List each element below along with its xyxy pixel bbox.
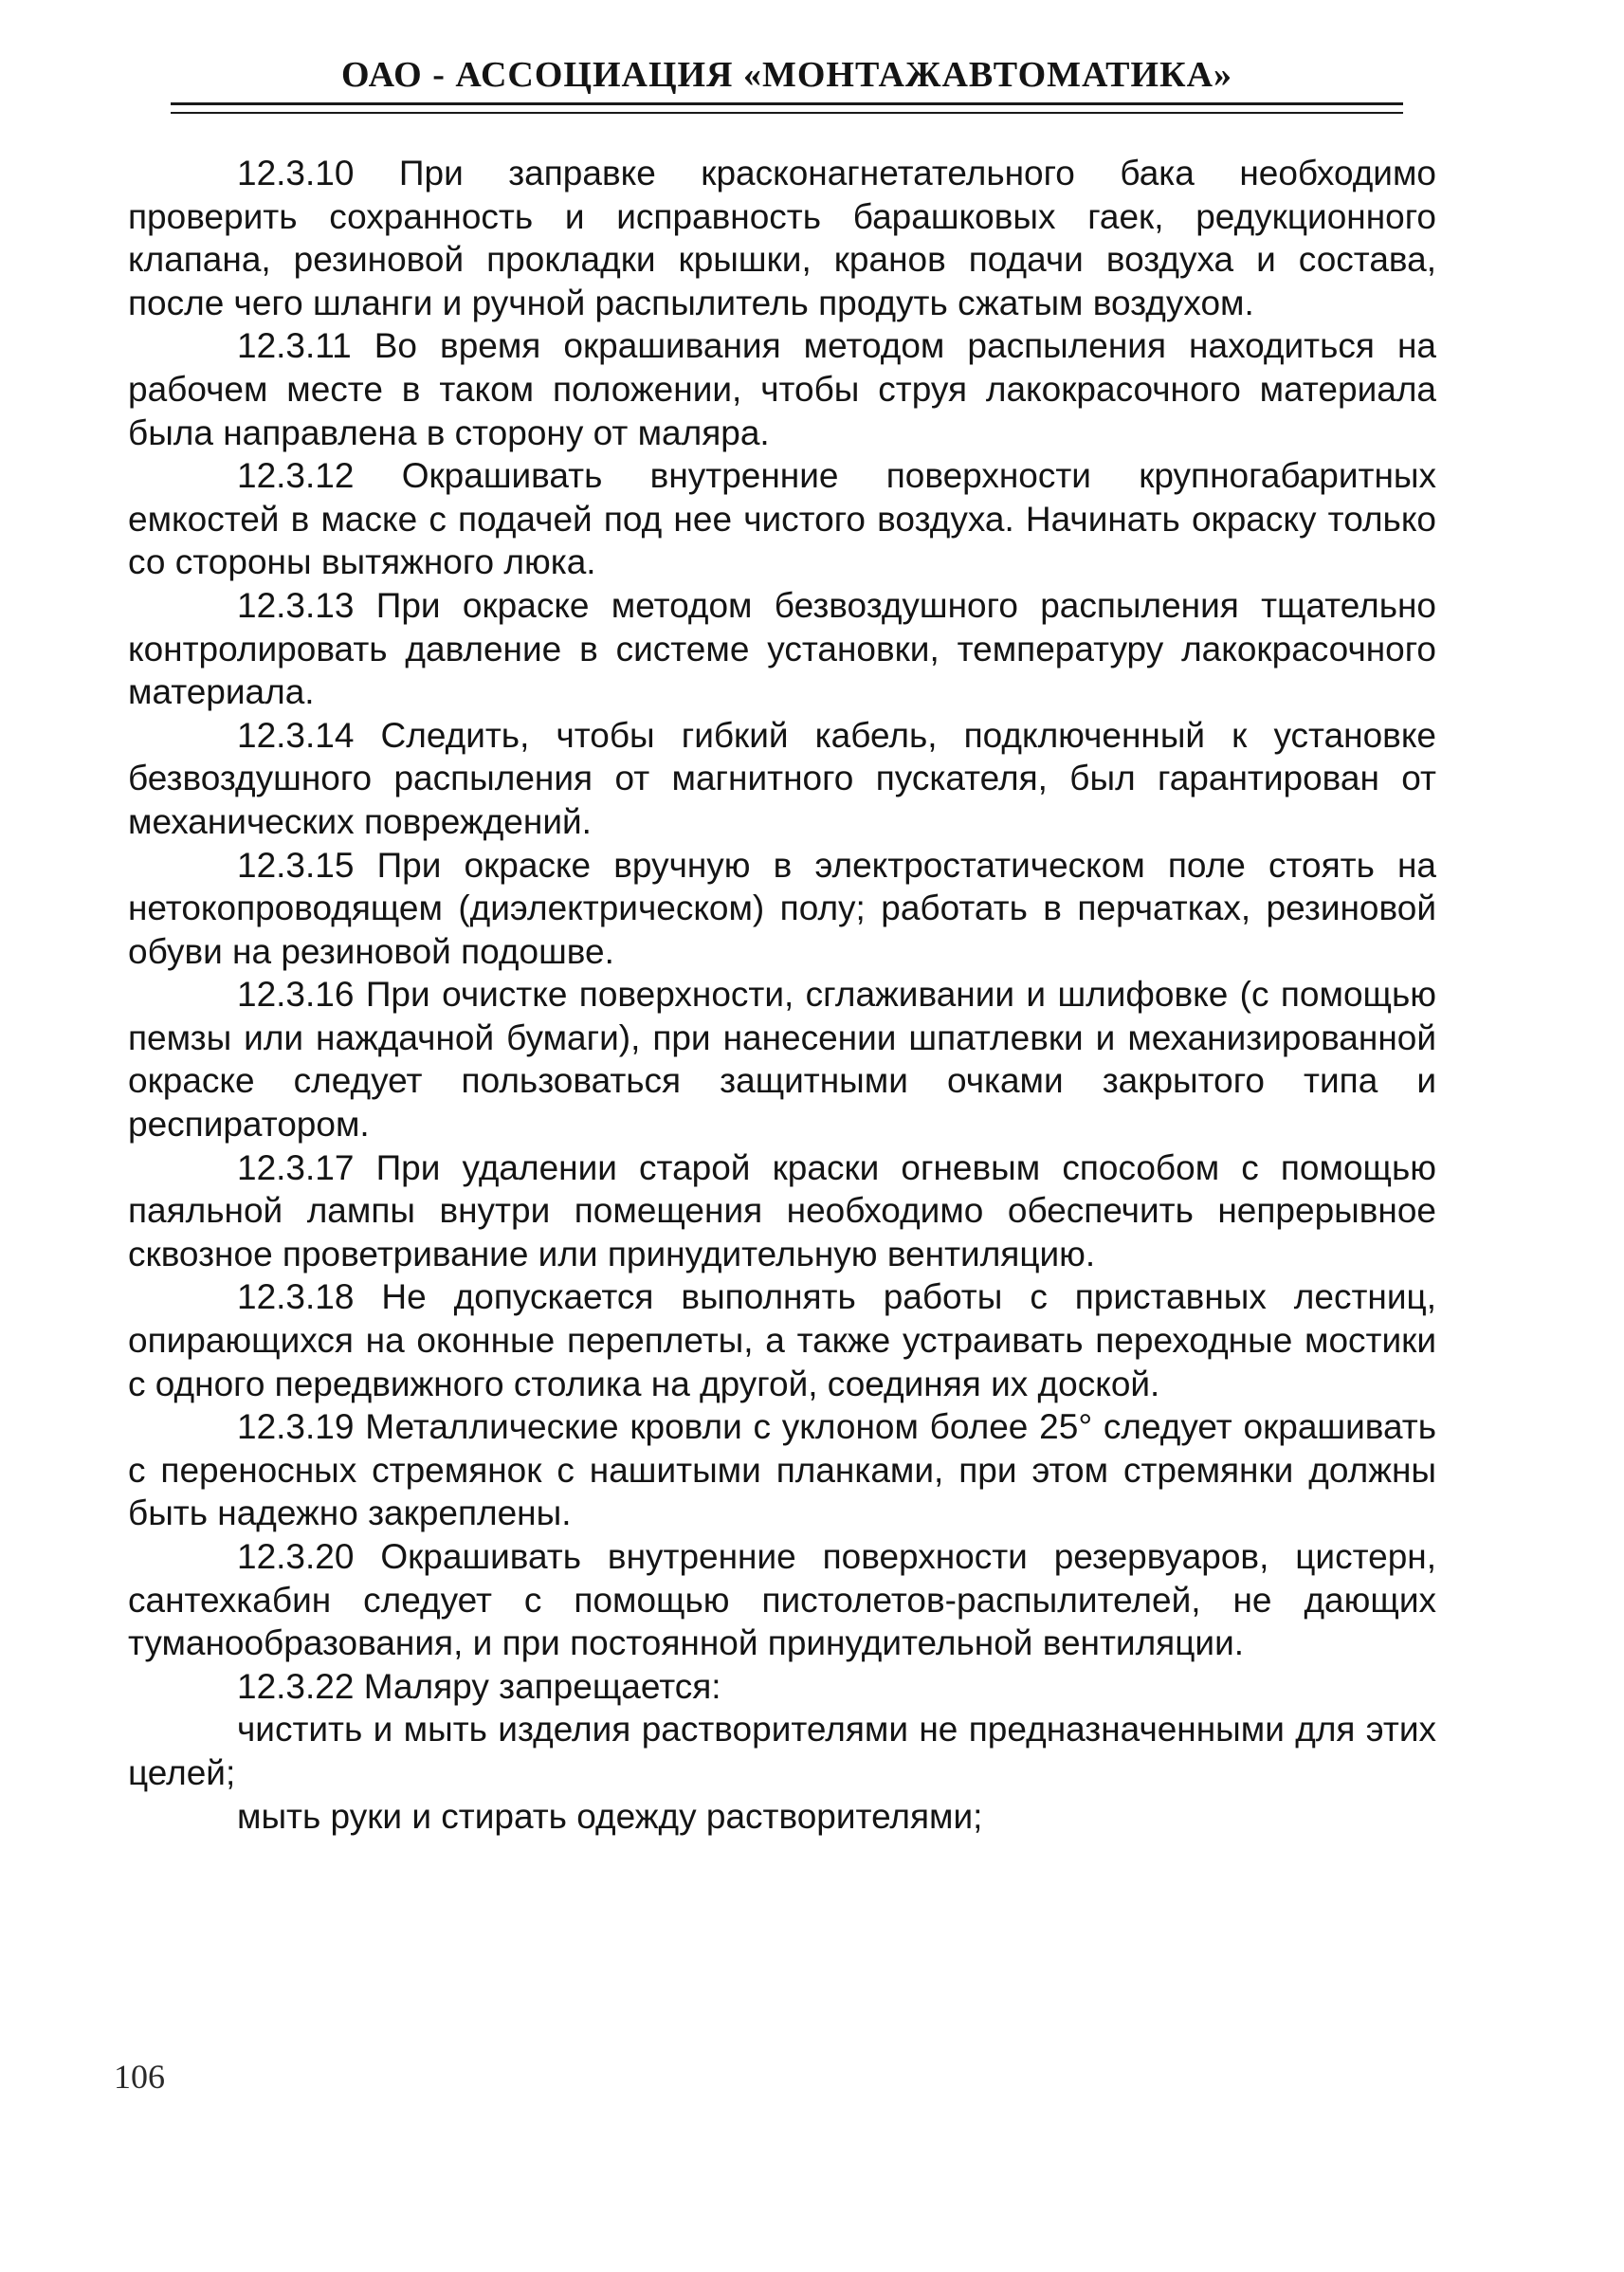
- paragraph-12-3-20: 12.3.20 Окрашивать внутренние поверхности резервуаров, цистерн, сантехкабин следует с помощью пистолетов-распылителей, не дающих туманообразования, и при постоянной принудительной вентиляции.: [128, 1537, 1436, 1663]
- paragraph-12-3-11: 12.3.11 Во время окрашивания методом распыления находиться на рабочем месте в таком положении, чтобы струя лакокрасочного материала была направлена в сторону от маляра.: [128, 326, 1436, 452]
- header-rule-bottom: [171, 112, 1403, 114]
- paragraph-12-3-18: 12.3.18 Не допускается выполнять работы с приставных лестниц, опирающихся на оконные переплеты, а также устраивать переходные мостики с одного передвижного столика на другой, соединяя их доской.: [128, 1277, 1436, 1403]
- paragraph-12-3-13: 12.3.13 При окраске методом безвоздушного распыления тщательно контролировать давление в системе установки, температуру лакокрасочного материала.: [128, 585, 1436, 712]
- paragraph-12-3-16: 12.3.16 При очистке поверхности, сглаживании и шлифовке (с помощью пемзы или наждачной бумаги), при нанесении шпатлевки и механизированной окраске следует пользоваться защитными очками закрытого типа и респиратором.: [128, 975, 1436, 1145]
- prohibitions-intro: 12.3.22 Маляру запрещается:: [237, 1666, 721, 1706]
- page-number: 106: [114, 2058, 165, 2096]
- paragraph-12-3-15: 12.3.15 При окраске вручную в электростатическом поле стоять на нетокопроводящем (диэлектрическом) полу; работать в перчатках, резиновой обуви на резиновой подошве.: [128, 845, 1436, 971]
- paragraph-12-3-17: 12.3.17 При удалении старой краски огневым способом с помощью паяльной лампы внутри помещения необходимо обеспечить непрерывное сквозное проветривание или принудительную вентиляцию.: [128, 1147, 1436, 1273]
- paragraph-12-3-14: 12.3.14 Следить, чтобы гибкий кабель, подключенный к установке безвоздушного распыления от магнитного пускателя, был гарантирован от механических повреждений.: [128, 715, 1436, 841]
- prohibitions-list: [128, 1665, 1436, 1838]
- paragraph-12-3-12: 12.3.12 Окрашивать внутренние поверхности крупногабаритных емкостей в маске с подачей под нее чистого воздуха. Начинать окраску только со стороны вытяжного люка.: [128, 456, 1436, 582]
- body-text: [128, 152, 1436, 1838]
- header-rule-top: [171, 102, 1403, 105]
- paragraph-12-3-10: 12.3.10 При заправке красконагнетательного бака необходимо проверить сохранность и исправность барашковых гаек, редукционного клапана, резиновой прокладки крышки, кранов подачи воздуха и состава, после чего шланги и ручной распылитель продуть сжатым воздухом.: [128, 154, 1436, 322]
- paragraph-12-3-19: 12.3.19 Металлические кровли с уклоном более 25° следует окрашивать с переносных стремянок с нашитыми планками, при этом стремянки должны быть надежно закреплены.: [128, 1407, 1436, 1533]
- prohibition-item: мыть руки и стирать одежду растворителями;: [237, 1796, 983, 1836]
- running-header: ОАО - АССОЦИАЦИЯ «МОНТАЖАВТОМАТИКА»: [340, 55, 1233, 95]
- prohibition-item: чистить и мыть изделия растворителями не предназначенными для этих целей;: [128, 1710, 1436, 1792]
